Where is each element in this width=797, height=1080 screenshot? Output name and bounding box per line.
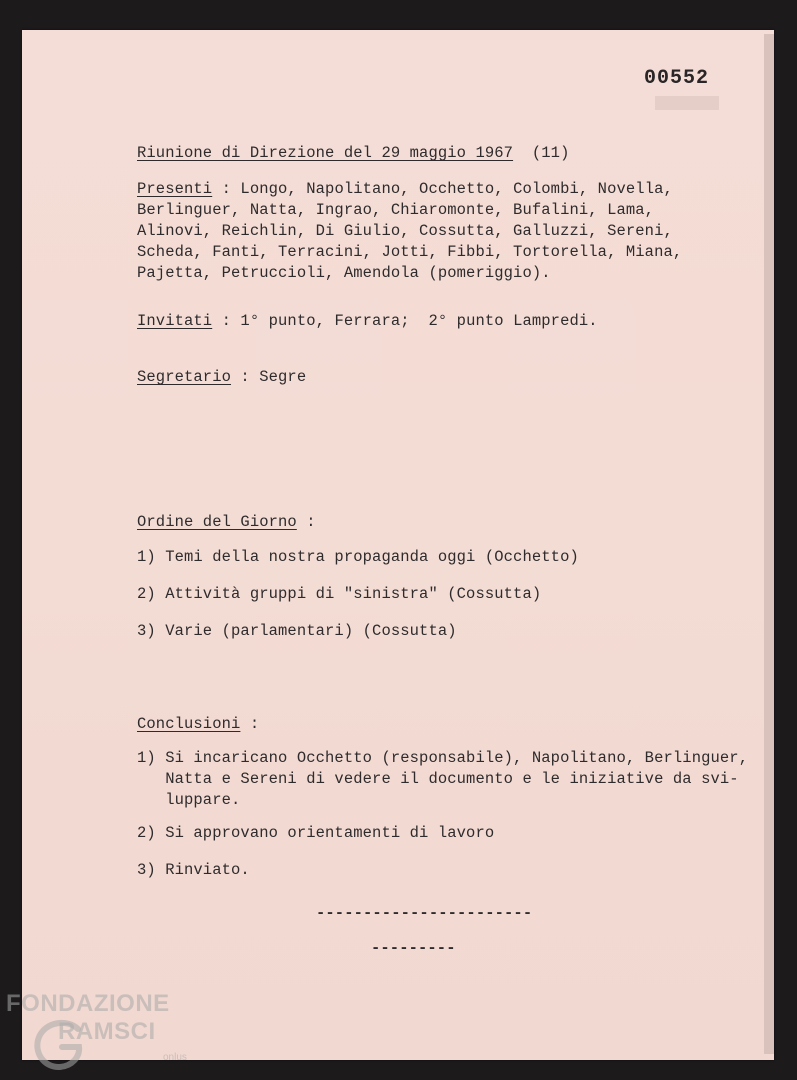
meeting-title: Riunione di Direzione del 29 maggio 1967 xyxy=(137,144,514,162)
ordine-label: Ordine del Giorno xyxy=(137,513,297,531)
presenti-line-4: Scheda, Fanti, Terracini, Jotti, Fibbi, Tortorella, Miana, xyxy=(137,243,683,261)
presenti-line-2: Berlinguer, Natta, Ingrao, Chiaromonte, Bufalini, Lama, xyxy=(137,201,655,219)
document-number: 00552 xyxy=(644,67,710,90)
ghost-number-mark xyxy=(655,92,725,114)
ordine-heading xyxy=(137,512,316,533)
separator-long: ----------------------- xyxy=(316,904,533,922)
conclusioni-colon: : xyxy=(249,715,260,733)
segretario-label: Segretario xyxy=(137,368,232,386)
conclusioni-heading xyxy=(137,714,259,735)
ghost-document-number xyxy=(655,92,725,121)
page-edge xyxy=(764,34,774,1054)
watermark-onlus: onlus xyxy=(163,1052,187,1063)
header-line xyxy=(137,143,569,164)
invitati-label: Invitati xyxy=(137,312,213,330)
segretario-line xyxy=(137,367,306,388)
ordine-item-2: 2) Attività gruppi di "sinistra" (Cossutta) xyxy=(137,585,542,603)
conclusioni-item-1-line-3: luppare. xyxy=(137,791,241,809)
fondazione-watermark xyxy=(6,990,170,1046)
meeting-number: (11) xyxy=(531,144,570,162)
conclusioni-label: Conclusioni xyxy=(137,715,241,733)
ordine-item-1: 1) Temi della nostra propaganda oggi (Occhetto) xyxy=(137,548,579,566)
presenti-line-5: Pajetta, Petruccioli, Amendola (pomeriggio). xyxy=(137,264,551,282)
invitati-line xyxy=(137,311,598,332)
watermark-line-2: RAMSCI xyxy=(58,1018,156,1045)
ordine-colon: : xyxy=(306,513,316,531)
separator-short: --------- xyxy=(371,939,456,957)
presenti-text-1: : Longo, Napolitano, Occhetto, Colombi, Novella, xyxy=(221,180,673,198)
conclusioni-item-2: 2) Si approvano orientamenti di lavoro xyxy=(137,824,495,842)
presenti-line-1 xyxy=(137,179,673,200)
ordine-item-3: 3) Varie (parlamentari) (Cossutta) xyxy=(137,622,457,640)
watermark-line-1: FONDAZIONE xyxy=(6,990,170,1017)
presenti-line-3: Alinovi, Reichlin, Di Giulio, Cossutta, Galluzzi, Sereni, xyxy=(137,222,673,240)
conclusioni-item-3: 3) Rinviato. xyxy=(137,861,250,879)
conclusioni-item-1-line-2: Natta e Sereni di vedere il documento e le iniziative da svi- xyxy=(137,770,739,788)
segretario-text: : Segre xyxy=(240,368,307,386)
invitati-text: : 1° punto, Ferrara; 2° punto Lampredi. xyxy=(221,312,598,330)
conclusioni-item-1-line-1: 1) Si incaricano Occhetto (responsabile), Napolitano, Berlinguer, xyxy=(137,749,749,767)
presenti-label: Presenti xyxy=(137,180,213,198)
